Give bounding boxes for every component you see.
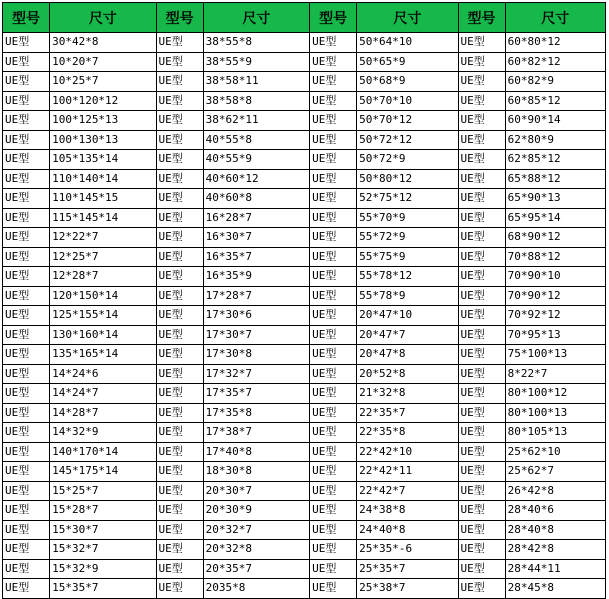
size-cell: 55*78*12 (357, 267, 458, 287)
table-row (3, 72, 606, 92)
size-cell: 15*25*7 (50, 481, 156, 501)
model-cell: UE型 (3, 345, 50, 365)
size-cell: 12*22*7 (50, 228, 156, 248)
table-row (3, 208, 606, 228)
model-cell: UE型 (3, 462, 50, 482)
model-cell: UE型 (3, 481, 50, 501)
model-cell: UE型 (3, 91, 50, 111)
size-cell: 14*28*7 (50, 403, 156, 423)
model-cell: UE型 (458, 286, 505, 306)
size-cell: 26*42*8 (505, 481, 605, 501)
size-cell: 20*30*9 (203, 501, 309, 521)
model-cell: UE型 (458, 72, 505, 92)
size-cell: 40*55*9 (203, 150, 309, 170)
size-cell: 16*35*9 (203, 267, 309, 287)
model-cell: UE型 (458, 540, 505, 560)
size-cell: 14*24*6 (50, 364, 156, 384)
model-cell: UE型 (156, 228, 203, 248)
model-cell: UE型 (3, 111, 50, 131)
size-cell: 52*75*12 (357, 189, 458, 209)
model-cell: UE型 (156, 306, 203, 326)
model-cell: UE型 (310, 462, 357, 482)
size-cell: 22*42*11 (357, 462, 458, 482)
size-cell: 60*82*9 (505, 72, 605, 92)
model-cell: UE型 (458, 364, 505, 384)
size-cell: 20*52*8 (357, 364, 458, 384)
size-cell: 17*30*6 (203, 306, 309, 326)
table-row (3, 52, 606, 72)
size-cell: 28*40*6 (505, 501, 605, 521)
model-cell: UE型 (458, 481, 505, 501)
size-cell: 25*62*10 (505, 442, 605, 462)
model-cell: UE型 (310, 286, 357, 306)
model-cell: UE型 (156, 423, 203, 443)
header-model: 型号 (458, 3, 505, 33)
size-cell: 15*32*9 (50, 559, 156, 579)
size-cell: 135*165*14 (50, 345, 156, 365)
size-cell: 21*32*8 (357, 384, 458, 404)
table-row (3, 345, 606, 365)
size-cell: 55*78*9 (357, 286, 458, 306)
size-cell: 50*72*12 (357, 130, 458, 150)
model-cell: UE型 (156, 91, 203, 111)
table-row (3, 520, 606, 540)
model-cell: UE型 (458, 189, 505, 209)
size-cell: 80*105*13 (505, 423, 605, 443)
size-cell: 12*28*7 (50, 267, 156, 287)
model-cell: UE型 (3, 579, 50, 599)
size-cell: 28*44*11 (505, 559, 605, 579)
table-row (3, 540, 606, 560)
table-row (3, 481, 606, 501)
size-cell: 60*80*12 (505, 33, 605, 53)
model-cell: UE型 (156, 72, 203, 92)
size-cell: 8*22*7 (505, 364, 605, 384)
model-cell: UE型 (3, 189, 50, 209)
model-cell: UE型 (310, 579, 357, 599)
model-cell: UE型 (458, 403, 505, 423)
table-row (3, 462, 606, 482)
size-cell: 65*90*13 (505, 189, 605, 209)
model-cell: UE型 (3, 306, 50, 326)
model-cell: UE型 (3, 208, 50, 228)
table-row (3, 150, 606, 170)
model-cell: UE型 (310, 306, 357, 326)
size-cell: 17*38*7 (203, 423, 309, 443)
model-cell: UE型 (3, 423, 50, 443)
model-cell: UE型 (458, 442, 505, 462)
model-cell: UE型 (3, 267, 50, 287)
size-cell: 28*42*8 (505, 540, 605, 560)
size-cell: 68*90*12 (505, 228, 605, 248)
size-cell: 100*120*12 (50, 91, 156, 111)
size-cell: 140*170*14 (50, 442, 156, 462)
size-cell: 70*90*10 (505, 267, 605, 287)
table-row (3, 111, 606, 131)
model-cell: UE型 (3, 150, 50, 170)
model-cell: UE型 (3, 286, 50, 306)
size-cell: 25*35*7 (357, 559, 458, 579)
table-row (3, 364, 606, 384)
model-cell: UE型 (458, 423, 505, 443)
model-cell: UE型 (458, 169, 505, 189)
size-cell: 16*28*7 (203, 208, 309, 228)
model-cell: UE型 (156, 325, 203, 345)
model-cell: UE型 (3, 403, 50, 423)
size-cell: 62*80*9 (505, 130, 605, 150)
size-cell: 25*62*7 (505, 462, 605, 482)
size-cell: 50*64*10 (357, 33, 458, 53)
model-cell: UE型 (3, 72, 50, 92)
model-cell: UE型 (156, 130, 203, 150)
model-cell: UE型 (156, 442, 203, 462)
table-row (3, 33, 606, 53)
model-cell: UE型 (3, 442, 50, 462)
model-cell: UE型 (458, 208, 505, 228)
size-cell: 24*38*8 (357, 501, 458, 521)
model-cell: UE型 (3, 247, 50, 267)
model-cell: UE型 (458, 325, 505, 345)
header-model: 型号 (156, 3, 203, 33)
model-cell: UE型 (3, 52, 50, 72)
size-cell: 38*58*8 (203, 91, 309, 111)
size-cell: 15*30*7 (50, 520, 156, 540)
size-cell: 110*145*15 (50, 189, 156, 209)
size-cell: 20*47*7 (357, 325, 458, 345)
model-cell: UE型 (156, 540, 203, 560)
model-cell: UE型 (156, 111, 203, 131)
table-row (3, 559, 606, 579)
size-cell: 24*40*8 (357, 520, 458, 540)
model-cell: UE型 (3, 501, 50, 521)
size-cell: 15*32*7 (50, 540, 156, 560)
model-cell: UE型 (310, 52, 357, 72)
model-cell: UE型 (156, 481, 203, 501)
model-cell: UE型 (310, 364, 357, 384)
size-cell: 14*24*7 (50, 384, 156, 404)
model-cell: UE型 (156, 364, 203, 384)
model-cell: UE型 (3, 325, 50, 345)
model-cell: UE型 (458, 130, 505, 150)
table-row (3, 384, 606, 404)
model-cell: UE型 (156, 559, 203, 579)
model-cell: UE型 (458, 33, 505, 53)
model-cell: UE型 (458, 384, 505, 404)
table-row (3, 442, 606, 462)
model-cell: UE型 (3, 364, 50, 384)
model-cell: UE型 (156, 345, 203, 365)
model-cell: UE型 (156, 169, 203, 189)
size-cell: 50*72*9 (357, 150, 458, 170)
model-cell: UE型 (156, 247, 203, 267)
model-cell: UE型 (3, 228, 50, 248)
table-row (3, 169, 606, 189)
model-cell: UE型 (310, 208, 357, 228)
model-cell: UE型 (3, 33, 50, 53)
table-row (3, 501, 606, 521)
model-cell: UE型 (310, 130, 357, 150)
model-cell: UE型 (310, 501, 357, 521)
model-cell: UE型 (458, 150, 505, 170)
model-cell: UE型 (156, 267, 203, 287)
model-cell: UE型 (3, 559, 50, 579)
size-cell: 10*25*7 (50, 72, 156, 92)
size-cell: 18*30*8 (203, 462, 309, 482)
model-cell: UE型 (156, 384, 203, 404)
size-cell: 38*55*9 (203, 52, 309, 72)
size-cell: 130*160*14 (50, 325, 156, 345)
size-cell: 12*25*7 (50, 247, 156, 267)
size-cell: 75*100*13 (505, 345, 605, 365)
size-cell: 60*82*12 (505, 52, 605, 72)
size-cell: 50*80*12 (357, 169, 458, 189)
model-cell: UE型 (310, 520, 357, 540)
model-cell: UE型 (156, 33, 203, 53)
size-cell: 20*35*7 (203, 559, 309, 579)
model-cell: UE型 (310, 442, 357, 462)
model-cell: UE型 (156, 150, 203, 170)
size-cell: 120*150*14 (50, 286, 156, 306)
table-row (3, 247, 606, 267)
size-cell: 22*35*7 (357, 403, 458, 423)
size-cell: 55*70*9 (357, 208, 458, 228)
model-cell: UE型 (156, 501, 203, 521)
model-cell: UE型 (310, 189, 357, 209)
size-cell: 10*20*7 (50, 52, 156, 72)
size-cell: 15*28*7 (50, 501, 156, 521)
model-cell: UE型 (458, 267, 505, 287)
size-cell: 100*130*13 (50, 130, 156, 150)
size-cell: 28*40*8 (505, 520, 605, 540)
size-cell: 17*30*8 (203, 345, 309, 365)
table-row (3, 130, 606, 150)
model-cell: UE型 (458, 306, 505, 326)
header-model: 型号 (310, 3, 357, 33)
header-size: 尺寸 (50, 3, 156, 33)
model-cell: UE型 (310, 345, 357, 365)
size-cell: 20*32*7 (203, 520, 309, 540)
seal-size-table (2, 2, 606, 599)
table-row (3, 189, 606, 209)
header-size: 尺寸 (203, 3, 309, 33)
table-row (3, 286, 606, 306)
size-cell: 60*85*12 (505, 91, 605, 111)
table-row (3, 403, 606, 423)
size-cell: 14*32*9 (50, 423, 156, 443)
model-cell: UE型 (458, 520, 505, 540)
size-cell: 30*42*8 (50, 33, 156, 53)
size-cell: 125*155*14 (50, 306, 156, 326)
table-body (3, 33, 606, 599)
size-cell: 70*92*12 (505, 306, 605, 326)
size-cell: 20*47*8 (357, 345, 458, 365)
size-cell: 110*140*14 (50, 169, 156, 189)
model-cell: UE型 (3, 384, 50, 404)
header-size: 尺寸 (505, 3, 605, 33)
size-cell: 17*32*7 (203, 364, 309, 384)
model-cell: UE型 (458, 91, 505, 111)
model-cell: UE型 (156, 286, 203, 306)
size-cell: 70*95*13 (505, 325, 605, 345)
model-cell: UE型 (156, 403, 203, 423)
table-row (3, 267, 606, 287)
model-cell: UE型 (310, 150, 357, 170)
size-cell: 100*125*13 (50, 111, 156, 131)
size-cell: 38*55*8 (203, 33, 309, 53)
header-size: 尺寸 (357, 3, 458, 33)
size-cell: 20*47*10 (357, 306, 458, 326)
table-row (3, 228, 606, 248)
size-cell: 25*38*7 (357, 579, 458, 599)
model-cell: UE型 (310, 423, 357, 443)
model-cell: UE型 (156, 579, 203, 599)
model-cell: UE型 (458, 501, 505, 521)
size-cell: 105*135*14 (50, 150, 156, 170)
size-cell: 22*42*7 (357, 481, 458, 501)
model-cell: UE型 (458, 559, 505, 579)
size-cell: 22*42*10 (357, 442, 458, 462)
model-cell: UE型 (3, 520, 50, 540)
model-cell: UE型 (310, 384, 357, 404)
size-cell: 50*65*9 (357, 52, 458, 72)
table-row (3, 91, 606, 111)
model-cell: UE型 (310, 169, 357, 189)
model-cell: UE型 (310, 540, 357, 560)
model-cell: UE型 (156, 52, 203, 72)
size-cell: 40*60*12 (203, 169, 309, 189)
size-cell: 50*70*10 (357, 91, 458, 111)
size-cell: 17*35*7 (203, 384, 309, 404)
size-cell: 40*60*8 (203, 189, 309, 209)
size-cell: 28*45*8 (505, 579, 605, 599)
model-cell: UE型 (310, 481, 357, 501)
size-cell: 62*85*12 (505, 150, 605, 170)
model-cell: UE型 (156, 208, 203, 228)
size-cell: 38*62*11 (203, 111, 309, 131)
model-cell: UE型 (458, 579, 505, 599)
header-model: 型号 (3, 3, 50, 33)
size-cell: 145*175*14 (50, 462, 156, 482)
size-cell: 65*88*12 (505, 169, 605, 189)
model-cell: UE型 (310, 325, 357, 345)
table-row (3, 325, 606, 345)
size-cell: 80*100*13 (505, 403, 605, 423)
model-cell: UE型 (458, 111, 505, 131)
size-cell: 80*100*12 (505, 384, 605, 404)
model-cell: UE型 (458, 52, 505, 72)
model-cell: UE型 (310, 228, 357, 248)
size-cell: 15*35*7 (50, 579, 156, 599)
size-cell: 50*68*9 (357, 72, 458, 92)
model-cell: UE型 (3, 130, 50, 150)
model-cell: UE型 (310, 33, 357, 53)
model-cell: UE型 (310, 403, 357, 423)
size-cell: 55*75*9 (357, 247, 458, 267)
size-cell: 17*35*8 (203, 403, 309, 423)
size-cell: 40*55*8 (203, 130, 309, 150)
model-cell: UE型 (458, 462, 505, 482)
model-cell: UE型 (458, 247, 505, 267)
size-cell: 60*90*14 (505, 111, 605, 131)
model-cell: UE型 (310, 72, 357, 92)
size-cell: 25*35*-6 (357, 540, 458, 560)
model-cell: UE型 (3, 169, 50, 189)
model-cell: UE型 (458, 345, 505, 365)
model-cell: UE型 (310, 247, 357, 267)
size-cell: 16*35*7 (203, 247, 309, 267)
size-cell: 38*58*11 (203, 72, 309, 92)
size-cell: 55*72*9 (357, 228, 458, 248)
size-cell: 17*28*7 (203, 286, 309, 306)
model-cell: UE型 (310, 559, 357, 579)
model-cell: UE型 (156, 462, 203, 482)
size-cell: 70*88*12 (505, 247, 605, 267)
model-cell: UE型 (310, 267, 357, 287)
size-cell: 115*145*14 (50, 208, 156, 228)
model-cell: UE型 (156, 520, 203, 540)
size-cell: 17*30*7 (203, 325, 309, 345)
header-row (3, 3, 606, 33)
model-cell: UE型 (310, 91, 357, 111)
model-cell: UE型 (458, 228, 505, 248)
table-row (3, 306, 606, 326)
size-cell: 17*40*8 (203, 442, 309, 462)
model-cell: UE型 (3, 540, 50, 560)
size-cell: 20*30*7 (203, 481, 309, 501)
size-cell: 65*95*14 (505, 208, 605, 228)
size-cell: 50*70*12 (357, 111, 458, 131)
size-cell: 2035*8 (203, 579, 309, 599)
size-cell: 20*32*8 (203, 540, 309, 560)
table-row (3, 579, 606, 599)
size-cell: 70*90*12 (505, 286, 605, 306)
model-cell: UE型 (310, 111, 357, 131)
size-cell: 16*30*7 (203, 228, 309, 248)
model-cell: UE型 (156, 189, 203, 209)
table-row (3, 423, 606, 443)
size-cell: 22*35*8 (357, 423, 458, 443)
